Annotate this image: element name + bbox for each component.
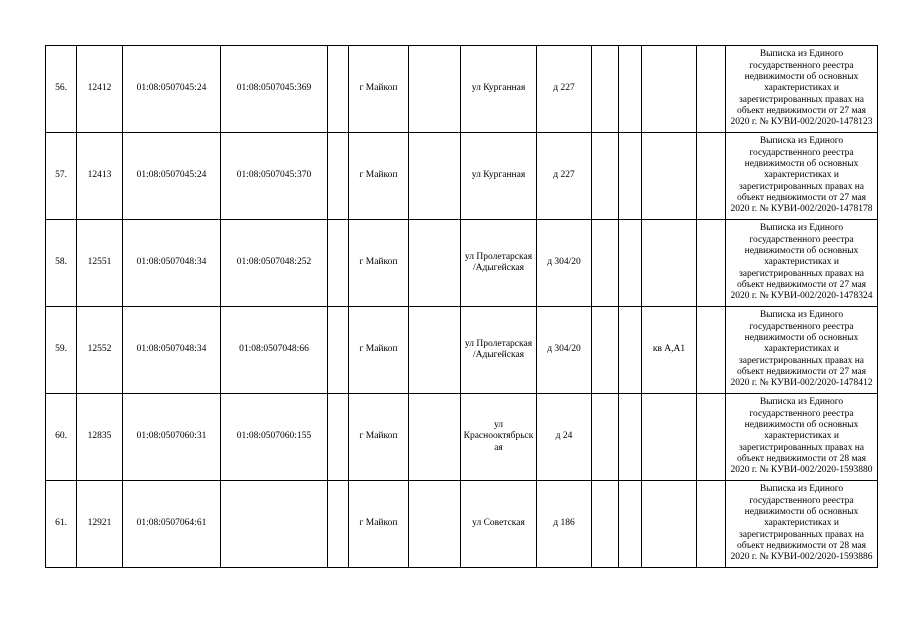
land-parcel-number: 01:08:0507060:31 bbox=[123, 394, 221, 481]
apartment-cell bbox=[642, 133, 697, 220]
empty-cell bbox=[697, 220, 726, 307]
row-number: 58. bbox=[46, 220, 77, 307]
land-parcel-number: 01:08:0507045:24 bbox=[123, 46, 221, 133]
apartment-cell: кв А,А1 bbox=[642, 307, 697, 394]
empty-cell bbox=[619, 133, 642, 220]
empty-cell bbox=[328, 133, 349, 220]
document-reference: Выписка из Единого государственного реестра недвижимости об основных характеристиках и зарегистрированных правах на объект недвижимости от 27 мая 2020 г. № КУВИ-002/2020-1478123 bbox=[726, 46, 878, 133]
empty-cell bbox=[592, 133, 619, 220]
street-cell: ул Советская bbox=[461, 481, 537, 568]
land-parcel-number: 01:08:0507048:34 bbox=[123, 307, 221, 394]
street-cell: ул Курганная bbox=[461, 133, 537, 220]
house-cell: д 227 bbox=[537, 46, 592, 133]
cadastral-number: 01:08:0507048:252 bbox=[221, 220, 328, 307]
street-cell: ул Курганная bbox=[461, 46, 537, 133]
land-parcel-number: 01:08:0507048:34 bbox=[123, 220, 221, 307]
empty-cell bbox=[697, 307, 726, 394]
empty-cell bbox=[697, 46, 726, 133]
house-cell: д 227 bbox=[537, 133, 592, 220]
apartment-cell bbox=[642, 394, 697, 481]
street-cell: ул Краснооктябрьская bbox=[461, 394, 537, 481]
city-cell: г Майкоп bbox=[349, 133, 409, 220]
apartment-cell bbox=[642, 481, 697, 568]
land-parcel-number: 01:08:0507064:61 bbox=[123, 481, 221, 568]
row-number: 59. bbox=[46, 307, 77, 394]
empty-cell bbox=[328, 220, 349, 307]
street-cell: ул Пролетарская /Адыгейская bbox=[461, 307, 537, 394]
table-row bbox=[46, 307, 878, 394]
document-reference: Выписка из Единого государственного реестра недвижимости об основных характеристиках и зарегистрированных правах на объект недвижимости от 27 мая 2020 г. № КУВИ-002/2020-1478412 bbox=[726, 307, 878, 394]
empty-cell bbox=[697, 133, 726, 220]
cadastral-number: 01:08:0507048:66 bbox=[221, 307, 328, 394]
land-parcel-number: 01:08:0507045:24 bbox=[123, 133, 221, 220]
city-cell: г Майкоп bbox=[349, 481, 409, 568]
house-cell: д 24 bbox=[537, 394, 592, 481]
table-row bbox=[46, 394, 878, 481]
cadastral-number bbox=[221, 481, 328, 568]
empty-cell bbox=[592, 46, 619, 133]
row-number: 61. bbox=[46, 481, 77, 568]
street-cell: ул Пролетарская /Адыгейская bbox=[461, 220, 537, 307]
object-id: 12921 bbox=[77, 481, 123, 568]
table-row bbox=[46, 481, 878, 568]
empty-cell bbox=[328, 307, 349, 394]
registry-table bbox=[45, 45, 878, 568]
empty-cell bbox=[409, 220, 461, 307]
empty-cell bbox=[619, 307, 642, 394]
empty-cell bbox=[409, 394, 461, 481]
object-id: 12552 bbox=[77, 307, 123, 394]
apartment-cell bbox=[642, 220, 697, 307]
document-reference: Выписка из Единого государственного реестра недвижимости об основных характеристиках и зарегистрированных правах на объект недвижимости от 28 мая 2020 г. № КУВИ-002/2020-1593880 bbox=[726, 394, 878, 481]
empty-cell bbox=[592, 394, 619, 481]
row-number: 56. bbox=[46, 46, 77, 133]
table-row bbox=[46, 220, 878, 307]
city-cell: г Майкоп bbox=[349, 220, 409, 307]
empty-cell bbox=[697, 481, 726, 568]
empty-cell bbox=[619, 481, 642, 568]
city-cell: г Майкоп bbox=[349, 46, 409, 133]
city-cell: г Майкоп bbox=[349, 307, 409, 394]
house-cell: д 304/20 bbox=[537, 220, 592, 307]
empty-cell bbox=[592, 481, 619, 568]
table-body bbox=[46, 46, 878, 568]
table-row bbox=[46, 46, 878, 133]
city-cell: г Майкоп bbox=[349, 394, 409, 481]
empty-cell bbox=[619, 394, 642, 481]
empty-cell bbox=[409, 481, 461, 568]
empty-cell bbox=[592, 220, 619, 307]
object-id: 12551 bbox=[77, 220, 123, 307]
empty-cell bbox=[592, 307, 619, 394]
empty-cell bbox=[697, 394, 726, 481]
cadastral-number: 01:08:0507060:155 bbox=[221, 394, 328, 481]
object-id: 12413 bbox=[77, 133, 123, 220]
empty-cell bbox=[328, 394, 349, 481]
empty-cell bbox=[328, 481, 349, 568]
house-cell: д 304/20 bbox=[537, 307, 592, 394]
empty-cell bbox=[409, 133, 461, 220]
empty-cell bbox=[409, 307, 461, 394]
object-id: 12412 bbox=[77, 46, 123, 133]
empty-cell bbox=[409, 46, 461, 133]
cadastral-number: 01:08:0507045:369 bbox=[221, 46, 328, 133]
apartment-cell bbox=[642, 46, 697, 133]
document-reference: Выписка из Единого государственного реестра недвижимости об основных характеристиках и зарегистрированных правах на объект недвижимости от 27 мая 2020 г. № КУВИ-002/2020-1478324 bbox=[726, 220, 878, 307]
row-number: 57. bbox=[46, 133, 77, 220]
document-reference: Выписка из Единого государственного реестра недвижимости об основных характеристиках и зарегистрированных правах на объект недвижимости от 28 мая 2020 г. № КУВИ-002/2020-1593886 bbox=[726, 481, 878, 568]
row-number: 60. bbox=[46, 394, 77, 481]
house-cell: д 186 bbox=[537, 481, 592, 568]
cadastral-number: 01:08:0507045:370 bbox=[221, 133, 328, 220]
object-id: 12835 bbox=[77, 394, 123, 481]
empty-cell bbox=[328, 46, 349, 133]
empty-cell bbox=[619, 220, 642, 307]
empty-cell bbox=[619, 46, 642, 133]
document-reference: Выписка из Единого государственного реестра недвижимости об основных характеристиках и зарегистрированных правах на объект недвижимости от 27 мая 2020 г. № КУВИ-002/2020-1478178 bbox=[726, 133, 878, 220]
table-row bbox=[46, 133, 878, 220]
